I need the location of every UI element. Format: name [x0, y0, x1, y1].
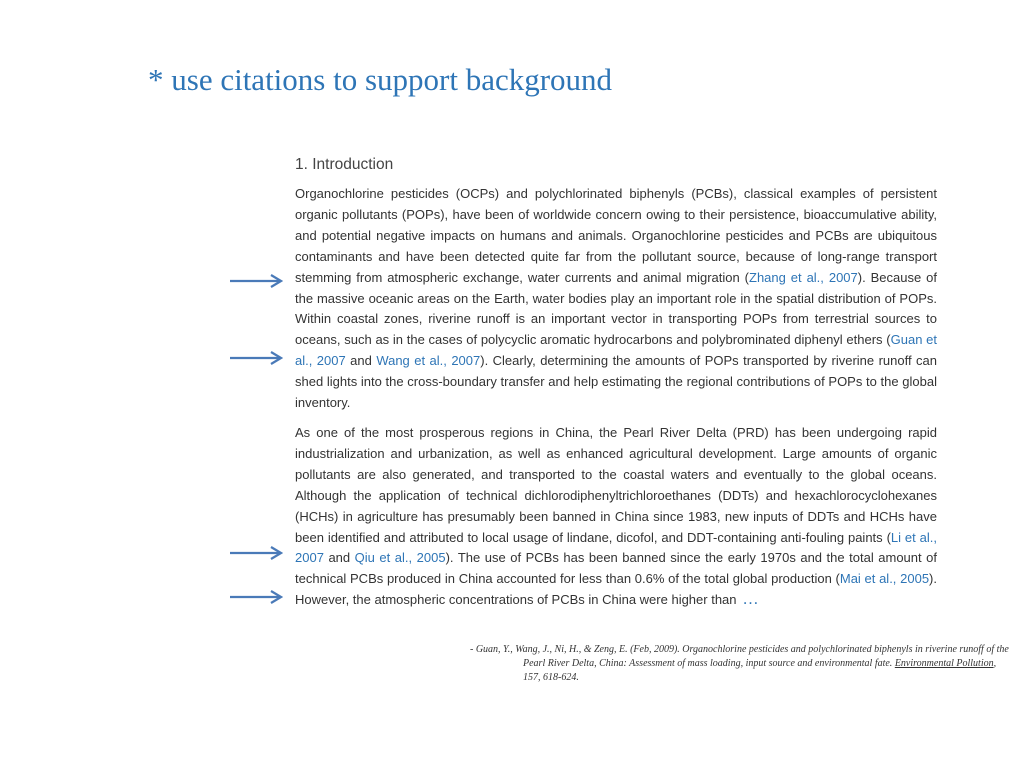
- arrow-right-icon: [229, 351, 283, 365]
- paragraph-text: and: [323, 550, 355, 566]
- paragraph-text: ). However, the atmospheric concentrations of PCBs in China were higher than: [295, 571, 937, 608]
- citation-link[interactable]: Zhang et al., 2007: [749, 269, 858, 285]
- intro-paragraph-2: [295, 423, 937, 611]
- arrow-right-icon: [229, 274, 283, 288]
- journal-name: Environmental Pollution: [894, 658, 994, 669]
- slide-title: * use citations to support background: [148, 62, 613, 97]
- paragraph-text: ). The use of PCBs has been banned since the early 1970s and the total amount of technical PCBs produced in China accounted for less than 0.6% of the total global production (: [295, 550, 937, 587]
- paragraph-text: ). Because of the massive oceanic areas on the Earth, water bodies play an important role in the spatial distribution of POPs. Within coastal zones, riverine runoff is an important vector in transporting POPs from terrestrial sources to oceans, such as in the cases of polycyclic aromatic hydrocarbons and polybrominated diphenyl ethers (: [295, 269, 937, 348]
- citation-link[interactable]: Wang et al., 2007: [376, 353, 481, 369]
- reference-citation: [470, 643, 1013, 685]
- intro-heading: 1. Introduction: [295, 156, 394, 173]
- intro-paragraph-1: [295, 184, 937, 414]
- paper-excerpt: [295, 156, 937, 620]
- reference-tail: , 157, 618-624.: [523, 658, 997, 683]
- paragraph-text: and: [345, 353, 377, 369]
- ellipsis: …: [742, 591, 760, 609]
- paragraph-text: As one of the most prosperous regions in China, the Pearl River Delta (PRD) has been undergoing rapid industrialization and urbanization, as well as enhanced agricultural development. Large amounts of organic pollutants are also generated, and transported to the coastal waters and eventually to the global oceans. Although the application of technical dichlorodiphenyltrichloroethanes (DDTs) and hexachlorocyclohexanes (HCHs) in agriculture has presumably been banned in China since 1983, new inputs of DDTs and HCHs have been identified and attributed to local usage of lindane, dicofol, and DDT-containing anti-fouling paints (: [295, 424, 937, 545]
- citation-link[interactable]: Qiu et al., 2005: [354, 550, 446, 566]
- citation-link[interactable]: Guan et al., 2007: [295, 332, 937, 369]
- paragraph-text: Organochlorine pesticides (OCPs) and polychlorinated biphenyls (PCBs), classical examples of persistent organic pollutants (POPs), have been of worldwide concern owing to their persistence, bioaccumulative ability, and potential negative impacts on humans and animals. Organochlorine pesticides and PCBs are ubiquitous contaminants and have been detected quite far from the pollutant source, because of long-range transport stemming from atmospheric exchange, water currents and animal migration (: [295, 186, 937, 285]
- paragraph-text: ). Clearly, determining the amounts of POPs transported by riverine runoff can shed lights into the cross-boundary transfer and help estimating the regional contributions of POPs to the global inventory.: [295, 353, 937, 411]
- arrow-right-icon: [229, 590, 283, 604]
- citation-link[interactable]: Li et al., 2007: [295, 529, 938, 566]
- citation-link[interactable]: Mai et al., 2005: [839, 571, 930, 587]
- reference-text: - Guan, Y., Wang, J., Ni, H., & Zeng, E. (Feb, 2009). Organochlorine pesticides and polychlorinated biphenyls in riverine runoff of the Pearl River Delta, China: Assessment of mass loading, input source and environmental fate.: [470, 644, 1009, 669]
- arrow-right-icon: [229, 546, 283, 560]
